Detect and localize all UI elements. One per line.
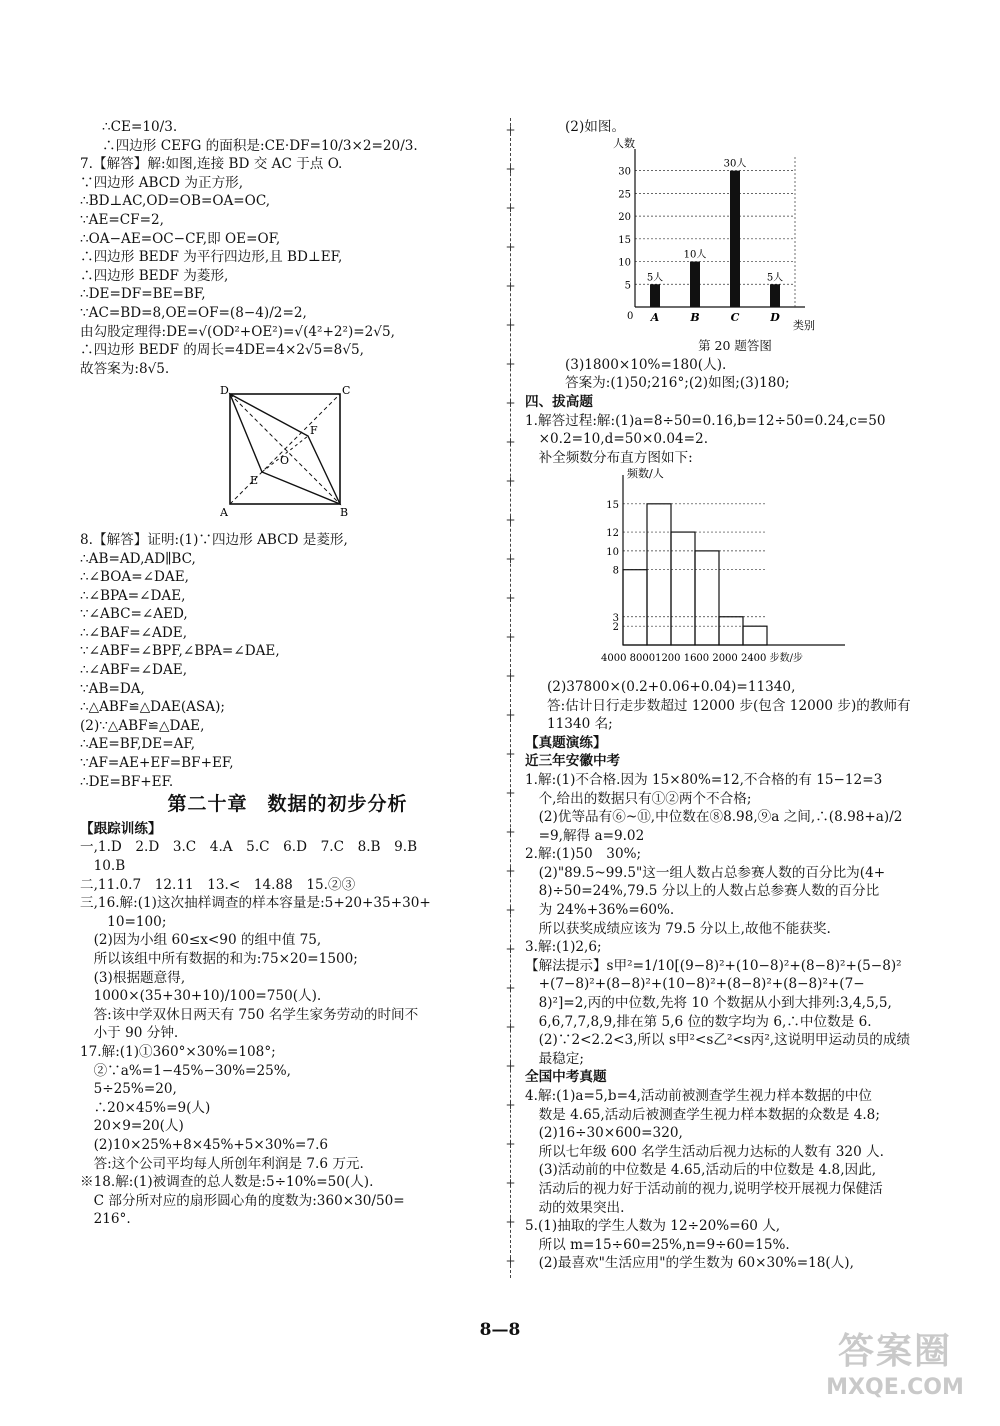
text-line: 所以 m=15÷60=25%,n=9÷60=15%. bbox=[525, 1236, 790, 1253]
histogram-bar bbox=[695, 551, 719, 645]
divider-mark: + bbox=[505, 162, 516, 176]
text-line: ∴∠BAF=∠ADE, bbox=[80, 624, 188, 641]
text-line: 由勾股定理得:DE=√(OD²+OE²)=√(4²+2²)=2√5, bbox=[80, 323, 395, 340]
text-line: 17.解:(1)①360°×30%=108°; bbox=[80, 1043, 276, 1060]
divider-mark: + bbox=[505, 552, 516, 566]
text-line: 6,6,7,7,8,9,排在第 5,6 位的数字均为 6,∴中位数是 6. bbox=[525, 1013, 872, 1030]
text-line: +(7−8)²+(8−8)²+(10−8)²+(8−8)²+(8−8)²+(7− bbox=[525, 976, 865, 993]
label-B: B bbox=[340, 506, 349, 520]
text-line: (2)最喜欢"生活应用"的学生数为 60×30%=18(人), bbox=[525, 1255, 854, 1272]
text-line: 8)²]=2,丙的中位数,先将 10 个数据从小到大排列:3,4,5,5, bbox=[525, 995, 892, 1012]
text-line: 二,11.0.7 12.11 13.< 14.88 15.②③ bbox=[80, 876, 356, 893]
bar bbox=[770, 284, 780, 307]
divider-mark: + bbox=[505, 903, 516, 917]
divider-mark: + bbox=[505, 435, 516, 449]
y-tick-label: 3 bbox=[612, 613, 619, 625]
text-line: 数是 4.65,活动后被测查学生视力样本数据的众数是 4.8; bbox=[525, 1106, 880, 1123]
text-line: 所以获奖成绩应该为 79.5 分以上,故他不能获奖. bbox=[525, 920, 831, 937]
y-tick-label: 12 bbox=[606, 528, 619, 540]
origin-label: 0 bbox=[627, 310, 634, 322]
text-line: (2)16÷30×600=320, bbox=[525, 1125, 683, 1142]
text-line: 3.解:(1)2,6; bbox=[525, 939, 602, 956]
divider-mark: + bbox=[505, 825, 516, 839]
y-tick-label: 5 bbox=[624, 279, 631, 291]
data-label: 5人 bbox=[766, 271, 784, 283]
left-column bbox=[80, 118, 495, 1229]
bar bbox=[690, 261, 700, 306]
text-line: 【解法提示】s甲²=1/10[(9−8)²+(10−8)²+(8−8)²+(5−8)² bbox=[525, 957, 902, 974]
text-line: ∵AB=DA, bbox=[80, 680, 145, 697]
text-line: ∴∠BPA=∠DAE, bbox=[80, 587, 186, 604]
text-line: (2)37800×(0.2+0.06+0.04)=11340, bbox=[547, 678, 796, 695]
text-line: ∵AF=AE+EF=BF+EF, bbox=[80, 755, 234, 772]
x-tick-labels: 4000 80001200 1600 2000 2400 步数/步 bbox=[601, 653, 803, 665]
y-tick-label: 10 bbox=[606, 547, 619, 559]
right-column bbox=[525, 118, 945, 1273]
divider-mark: + bbox=[505, 513, 516, 527]
data-label: 30人 bbox=[723, 158, 747, 170]
text-line: ∴四边形 BEDF 为菱形, bbox=[80, 267, 229, 284]
label-E: E bbox=[250, 474, 259, 488]
bar-chart-svg bbox=[595, 137, 835, 332]
divider-mark: + bbox=[505, 1098, 516, 1112]
text-line: 活动后的视力好于活动前的视力,说明学校开展视力保健活 bbox=[525, 1180, 883, 1197]
y-axis-label: 人数 bbox=[613, 136, 635, 150]
text-line: 1.解:(1)不合格.因为 15×80%=12,不合格的有 15−12=3 bbox=[525, 771, 883, 788]
square-diagram bbox=[220, 384, 350, 519]
text-line: ∴AE=BF,DE=AF, bbox=[80, 736, 196, 753]
label-O: O bbox=[280, 454, 290, 468]
divider-mark: + bbox=[505, 318, 516, 332]
after-hist-lines bbox=[525, 678, 945, 734]
divider-mark: + bbox=[505, 864, 516, 878]
text-line: ∴DE=DF=BE=BF, bbox=[80, 286, 206, 303]
text-line: ∴四边形 BEDF 的周长=4DE=4×2√5=8√5, bbox=[80, 342, 364, 359]
text-line: ×0.2=10,d=50×0.04=2. bbox=[525, 431, 709, 448]
histogram-bar bbox=[623, 570, 647, 645]
sec4-title: 四、拔高题 bbox=[525, 393, 593, 410]
divider-mark: + bbox=[505, 240, 516, 254]
text-line: 动的效果突出. bbox=[525, 1199, 625, 1216]
y-tick-label: 2 bbox=[612, 622, 619, 634]
text-line: 1.解答过程:解:(1)a=8÷50=0.16,b=12÷50=0.24,c=50 bbox=[525, 412, 886, 429]
text-line: (2)10×25%+8×45%+5×30%=7.6 bbox=[80, 1136, 329, 1153]
y-tick-label: 10 bbox=[618, 257, 631, 269]
x-tick-label: B bbox=[690, 310, 700, 324]
divider-mark: + bbox=[505, 279, 516, 293]
sec4-lines bbox=[525, 412, 945, 468]
anhui-lines bbox=[525, 771, 945, 1069]
anhui-title: 近三年安徽中考 bbox=[525, 753, 621, 770]
text-line: 5.(1)抽取的学生人数为 12÷20%=60 人, bbox=[525, 1218, 781, 1235]
histogram-bar bbox=[647, 504, 671, 645]
data-label: 10人 bbox=[683, 249, 707, 261]
text-line: =9,解得 a=9.02 bbox=[525, 827, 645, 844]
x-tick-label: A bbox=[650, 310, 660, 324]
divider-mark: + bbox=[505, 201, 516, 215]
label-D: D bbox=[220, 384, 229, 398]
text-line: 为 24%+36%=60%. bbox=[525, 902, 675, 919]
text-line: ∴∠ABF=∠DAE, bbox=[80, 662, 188, 679]
histogram-bar bbox=[671, 532, 695, 645]
text-line: ∵四边形 ABCD 为正方形, bbox=[80, 174, 244, 191]
q18-after-lines bbox=[525, 356, 945, 393]
text-line: 1000×(35+30+10)/100=750(人). bbox=[80, 988, 322, 1005]
text-line: 所以七年级 600 名学生活动后视力达标的人数有 320 人. bbox=[525, 1143, 884, 1160]
text-line: 答:这个公司平均每人所创年利润是 7.6 万元. bbox=[80, 1155, 364, 1172]
divider-mark: + bbox=[505, 123, 516, 137]
divider-mark: + bbox=[505, 669, 516, 683]
text-line: 7.【解答】解:如图,连接 BD 交 AC 于点 O. bbox=[80, 156, 343, 173]
watermark-big: 答案圈 bbox=[837, 1331, 952, 1372]
label-F: F bbox=[310, 424, 318, 438]
watermark-small: MXQE.COM bbox=[826, 1375, 964, 1400]
text-line: ∵AC=BD=8,OE=OF=(8−4)/2=2, bbox=[80, 304, 307, 321]
text-line: C 部分所对应的扇形圆心角的度数为:360×30/50= bbox=[80, 1192, 405, 1209]
text-line: ※18.解:(1)被调查的总人数是:5÷10%=50(人). bbox=[80, 1174, 374, 1191]
text-line: (2)"89.5~99.5"这一组人数占总参赛人数的百分比为(4+ bbox=[525, 864, 886, 881]
divider-mark: + bbox=[505, 981, 516, 995]
divider-mark: + bbox=[505, 396, 516, 410]
text-line: (3)1800×10%=180(人). bbox=[565, 356, 727, 373]
y-tick-label: 15 bbox=[618, 234, 631, 246]
q18-part2: (2)如图。 bbox=[565, 119, 626, 135]
text-line: 10=100; bbox=[80, 913, 167, 930]
text-line: (3)活动前的中位数是 4.65,活动后的中位数是 4.8,因此, bbox=[525, 1162, 877, 1179]
text-line: 一,1.D 2.D 3.C 4.A 5.C 6.D 7.C 8.B 9.B bbox=[80, 839, 418, 856]
divider-mark: + bbox=[505, 1215, 516, 1229]
national-title: 全国中考真题 bbox=[525, 1069, 607, 1086]
text-line: 8)÷50=24%,79.5 分以上的人数占总参赛人数的百分比 bbox=[525, 883, 880, 900]
divider-mark: + bbox=[505, 942, 516, 956]
text-line: 最稳定; bbox=[525, 1050, 584, 1067]
text-line: 8.【解答】证明:(1)∵四边形 ABCD 是菱形, bbox=[80, 531, 348, 548]
text-line: ∴四边形 BEDF 为平行四边形,且 BD⊥EF, bbox=[80, 249, 343, 266]
text-line: 11340 名; bbox=[547, 716, 613, 733]
text-line: (2)因为小组 60≤x<90 的组中值 75, bbox=[80, 932, 322, 949]
text-line: ∴BD⊥AC,OD=OB=OA=OC, bbox=[80, 193, 271, 210]
divider-mark: + bbox=[505, 474, 516, 488]
text-line: 答:该中学双休日两天有 750 名学生家务劳动的时间不 bbox=[80, 1006, 419, 1023]
text-line: 5÷25%=20, bbox=[80, 1081, 177, 1098]
divider-mark: + bbox=[505, 1254, 516, 1268]
divider-mark: + bbox=[505, 1059, 516, 1073]
text-line: (3)根据题意得, bbox=[80, 969, 186, 986]
left-top-lines bbox=[80, 118, 495, 155]
square-figure bbox=[220, 384, 495, 525]
text-line: ∴CE=10/3. bbox=[102, 119, 178, 135]
x-axis-label: 类别 bbox=[793, 318, 815, 332]
text-line: 10.B bbox=[80, 858, 126, 874]
divider-mark: + bbox=[505, 747, 516, 761]
histogram-bar bbox=[719, 617, 743, 645]
national-lines bbox=[525, 1087, 945, 1273]
question-8 bbox=[80, 531, 495, 791]
y-tick-label: 20 bbox=[618, 211, 631, 223]
chapter-title: 第二十章 数据的初步分析 bbox=[167, 793, 408, 816]
text-line: 小于 90 分钟. bbox=[80, 1025, 179, 1042]
text-line: 答:估计日行走步数超过 12000 步(包含 12000 步)的教师有 bbox=[547, 697, 911, 714]
divider-mark: + bbox=[505, 1176, 516, 1190]
y-axis-label: 频数/人 bbox=[627, 467, 664, 481]
text-line: (2)∵△ABF≌△DAE, bbox=[80, 717, 205, 734]
bar-chart bbox=[595, 137, 945, 338]
divider-mark: + bbox=[505, 786, 516, 800]
text-line: ∴四边形 CEFG 的面积是:CE·DF=10/3×2=20/3. bbox=[102, 137, 418, 154]
text-line: ∴20×45%=9(人) bbox=[80, 1099, 211, 1116]
histogram-svg bbox=[595, 467, 855, 672]
section-title: 【跟踪训练】 bbox=[80, 820, 162, 837]
text-line: ∴OA−AE=OC−CF,即 OE=OF, bbox=[80, 230, 281, 247]
text-line: 补全频数分布直方图如下: bbox=[525, 449, 693, 466]
text-line: 答案为:(1)50;216°;(2)如图;(3)180; bbox=[565, 375, 790, 392]
real-title: 【真题演练】 bbox=[525, 734, 607, 751]
text-line: ∴DE=BF+EF. bbox=[80, 773, 174, 790]
label-C: C bbox=[342, 384, 350, 398]
divider-mark: + bbox=[505, 708, 516, 722]
y-tick-label: 8 bbox=[612, 566, 619, 578]
text-line: 4.解:(1)a=5,b=4,活动前被测查学生视力样本数据的中位 bbox=[525, 1088, 873, 1104]
divider-mark: + bbox=[505, 357, 516, 371]
label-A: A bbox=[220, 506, 228, 520]
text-line: ②∵a%=1−45%−30%=25%, bbox=[80, 1062, 291, 1079]
answers-block bbox=[80, 838, 495, 1228]
y-tick-label: 30 bbox=[618, 166, 631, 178]
text-line: ∴AB=AD,AD∥BC, bbox=[80, 550, 196, 567]
page-number: 8—8 bbox=[479, 1320, 521, 1340]
text-line: (2)∵2<2.2<3,所以 s甲²<s乙²<s丙²,这说明甲运动员的成绩 bbox=[525, 1032, 911, 1049]
text-line: (2)优等品有⑥~⑪,中位数在⑧8.98,⑨a 之间,∴(8.98+a)/2 bbox=[525, 809, 903, 826]
histogram-bar bbox=[743, 627, 767, 646]
divider-mark: + bbox=[505, 1020, 516, 1034]
divider-mark: + bbox=[505, 591, 516, 605]
divider-mark: + bbox=[505, 1137, 516, 1151]
data-label: 5人 bbox=[646, 271, 664, 283]
y-tick-label: 15 bbox=[606, 500, 619, 512]
text-line: 故答案为:8√5. bbox=[80, 360, 170, 377]
divider-mark: + bbox=[505, 630, 516, 644]
question-7 bbox=[80, 155, 495, 378]
y-tick-label: 25 bbox=[618, 188, 631, 200]
bar bbox=[650, 284, 660, 307]
text-line: 216°. bbox=[80, 1211, 131, 1228]
x-tick-label: D bbox=[770, 310, 780, 324]
text-line: ∵∠ABF=∠BPF,∠BPA=∠DAE, bbox=[80, 643, 280, 660]
text-line: ∴∠BOA=∠DAE, bbox=[80, 569, 189, 586]
text-line: ∵AE=CF=2, bbox=[80, 211, 164, 228]
x-tick-label: C bbox=[730, 310, 740, 324]
text-line: 2.解:(1)50 30%; bbox=[525, 846, 642, 863]
histogram bbox=[595, 467, 945, 678]
bar-chart-caption: 第 20 题答图 bbox=[698, 338, 772, 354]
text-line: ∵∠ABC=∠AED, bbox=[80, 606, 188, 623]
watermark-logo bbox=[810, 1329, 980, 1414]
text-line: 20×9=20(人) bbox=[80, 1118, 184, 1135]
text-line: 所以该组中所有数据的和为:75×20=1500; bbox=[80, 950, 358, 967]
text-line: 三,16.解:(1)这次抽样调查的样本容量是:5+20+35+30+ bbox=[80, 895, 431, 912]
text-line: 个,给出的数据只有①②两个不合格; bbox=[525, 790, 752, 807]
text-line: ∴△ABF≌△DAE(ASA); bbox=[80, 699, 225, 716]
bar bbox=[730, 170, 740, 306]
